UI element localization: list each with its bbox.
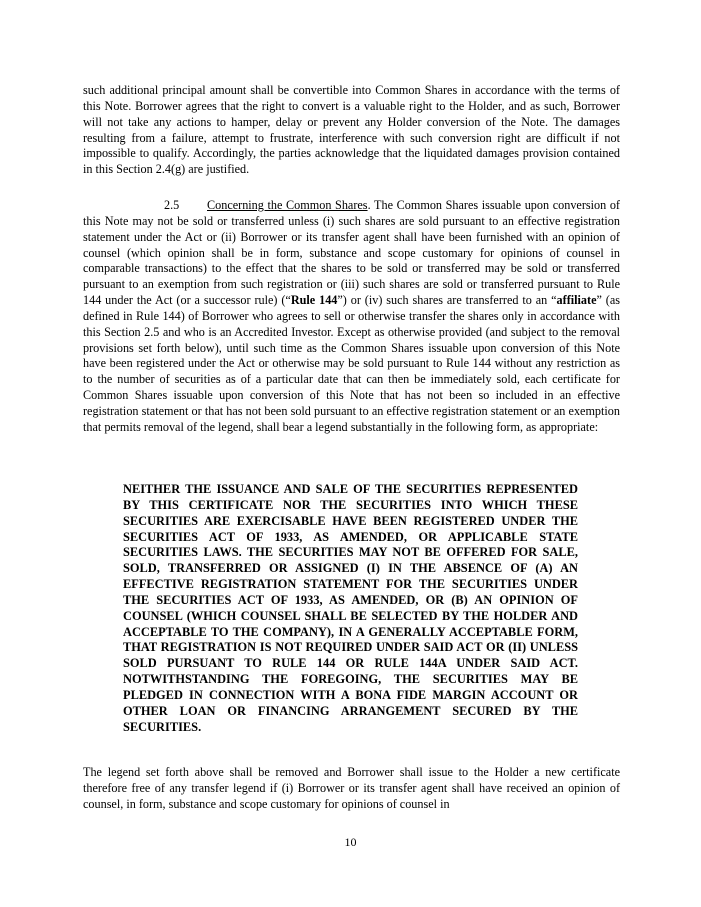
section-text-a: . The Common Shares issuable upon conversion of this Note may not be sold or transferred unless (i) such shares are sold pursuant to an effective registration statement under the Act or (ii) Borrower or its transfer agent shall have been furnished with an opinion of counsel (which opinion shall be in form, substance and scope customary for opinions of counsel in comparable transactions) to the effect that the shares to be sold or transferred may be sold or transferred pursuant to an exemption from such registration or (iii) such shares are sold or transferred pursuant to Rule 144 under the Act (or a successor rule) (“: [83, 198, 620, 308]
section-heading: Concerning the Common Shares: [207, 198, 368, 212]
defined-term-affiliate: affiliate: [556, 293, 597, 308]
section-text-b: ”) or (iv) such shares are transferred to an “: [337, 293, 557, 308]
paragraph-conversion-rights: such additional principal amount shall be convertible into Common Shares in accordance with the terms of this Note. Borrower agrees that the right to convert is a valuable right to the Holder, and as such, Borrower will not take any actions to hamper, delay or prevent any Holder conversion of the Note. The damages resulting from a failure, attempt to frustrate, interference with such conversion right are difficult if not impossible to qualify. Accordingly, the parties acknowledge that the liquidated damages provision contained in this Section 2.4(g) are justified.: [83, 83, 620, 177]
defined-term-rule-144: Rule 144: [290, 293, 338, 308]
section-number: 2.5: [164, 198, 180, 212]
section-text-c: ” (as defined in Rule 144) of Borrower who agrees to sell or otherwise transfer the shares only in accordance with this Section 2.5 and who is an Accredited Investor. Except as otherwise provided (and subject to the removal provisions set forth below), until such time as the Common Shares issuable upon conversion of this Note have been registered under the Act or otherwise may be sold pursuant to Rule 144 without any restriction as to the number of securities as of a particular date that can then be immediately sold, each certificate for Common Shares issuable upon conversion of this Note that has not been so included in an effective registration statement or that has not been sold pursuant to an effective registration statement or an exemption that permits removal of the legend, shall bear a legend substantially in the following form, as appropriate:: [83, 293, 621, 434]
page-number: 10: [344, 835, 357, 849]
paragraph-legend-removal: The legend set forth above shall be removed and Borrower shall issue to the Holder a new certificate therefore free of any transfer legend if (i) Borrower or its transfer agent shall have received an opinion of counsel, in form, substance and scope customary for opinions of counsel in: [83, 765, 620, 811]
section-2-5-paragraph: [83, 198, 620, 436]
restrictive-legend: NEITHER THE ISSUANCE AND SALE OF THE SECURITIES REPRESENTED BY THIS CERTIFICATE NOR THE SECURITIES INTO WHICH THESE SECURITIES ARE EXERCISABLE HAVE BEEN REGISTERED UNDER THE SECURITIES ACT OF 1933, AS AMENDED, OR APPLICABLE STATE SECURITIES LAWS. THE SECURITIES MAY NOT BE OFFERED FOR SALE, SOLD, TRANSFERRED OR ASSIGNED (I) IN THE ABSENCE OF (A) AN EFFECTIVE REGISTRATION STATEMENT FOR THE SECURITIES UNDER THE SECURITIES ACT OF 1933, AS AMENDED, OR (B) AN OPINION OF COUNSEL (WHICH COUNSEL SHALL BE SELECTED BY THE HOLDER AND ACCEPTABLE TO THE COMPANY), IN A GENERALLY ACCEPTABLE FORM, THAT REGISTRATION IS NOT REQUIRED UNDER SAID ACT OR (II) UNLESS SOLD PURSUANT TO RULE 144 OR RULE 144A UNDER SAID ACT. NOTWITHSTANDING THE FOREGOING, THE SECURITIES MAY BE PLEDGED IN CONNECTION WITH A BONA FIDE MARGIN ACCOUNT OR OTHER LOAN OR FINANCING ARRANGEMENT SECURED BY THE SECURITIES.: [123, 482, 578, 734]
